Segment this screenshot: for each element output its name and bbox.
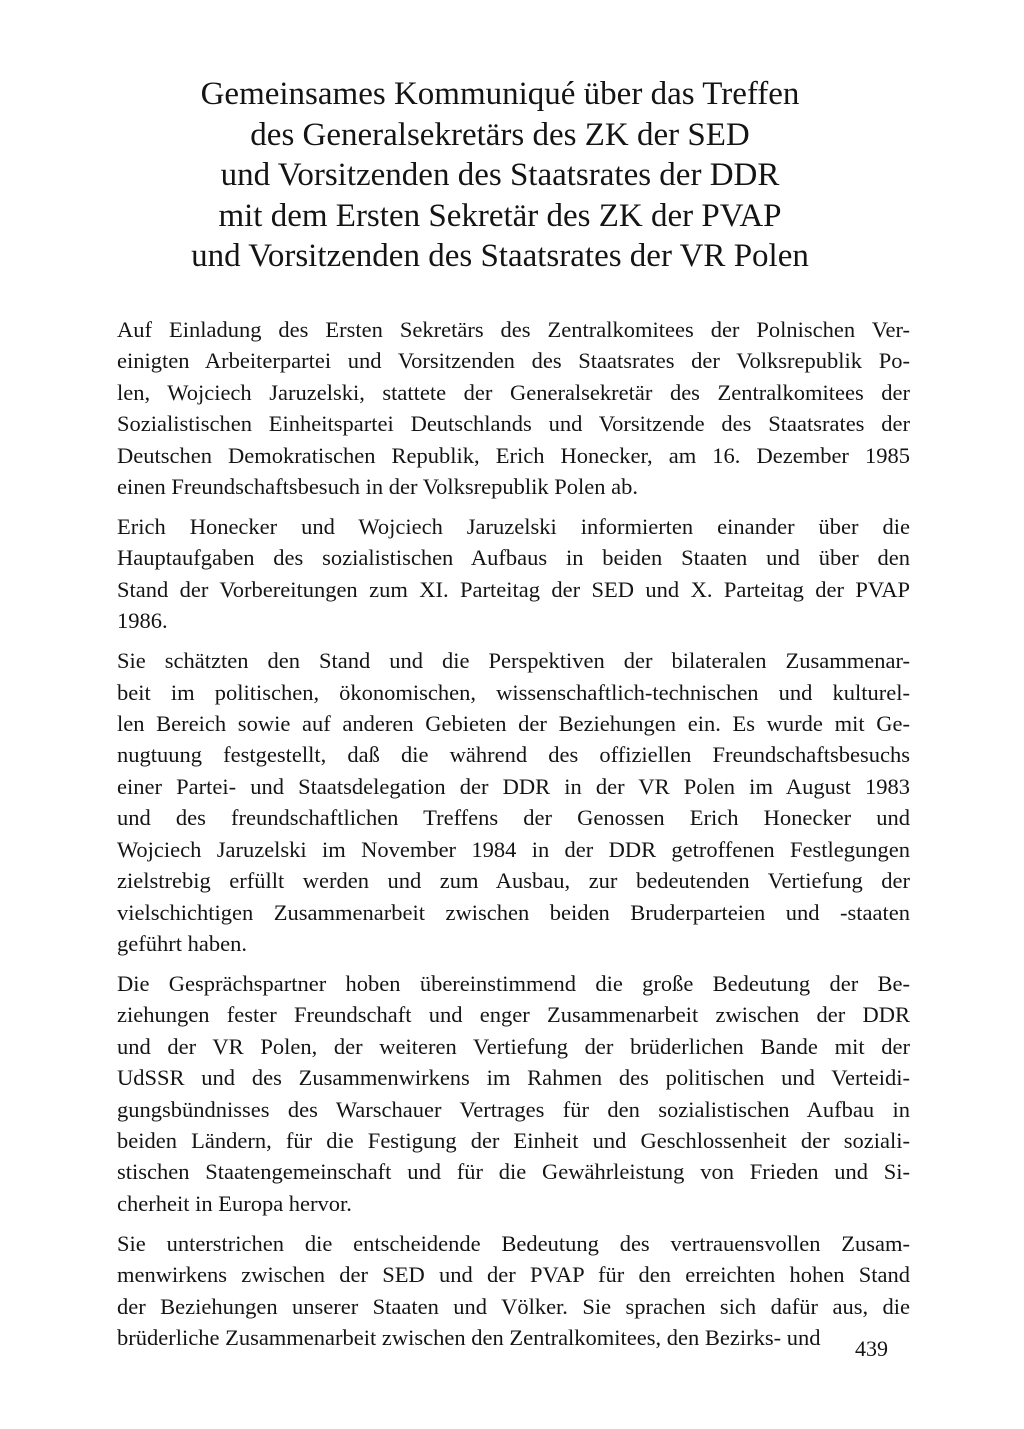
text-line: len, Wojciech Jaruzelski, stattete der Generalsekretär des Zentralkomitees der	[117, 379, 910, 405]
text-line: und der VR Polen, der weiteren Vertiefung der brüderlichen Bande mit der	[117, 1033, 910, 1059]
title-line: des Generalsekretärs des ZK der SED	[250, 116, 750, 153]
page-number: 439	[855, 1336, 888, 1361]
text-line: einen Freundschaftsbesuch in der Volksrepublik Polen ab.	[117, 474, 638, 500]
text-line: einer Partei- und Staatsdelegation der DDR in der VR Polen im August 1983	[117, 773, 910, 799]
text-line: Wojciech Jaruzelski im November 1984 in der DDR getroffenen Festlegungen	[117, 836, 910, 862]
text-line: geführt haben.	[117, 930, 247, 956]
text-line: Deutschen Demokratischen Republik, Erich Honecker, am 16. Dezember 1985	[117, 442, 910, 468]
text-line: nugtuung festgestellt, daß die während des offiziellen Freundschaftsbesuchs	[117, 742, 910, 768]
text-line: cherheit in Europa hervor.	[117, 1190, 352, 1216]
text-line: der Beziehungen unserer Staaten und Völker. Sie sprachen sich dafür aus, die	[117, 1293, 910, 1319]
paragraph	[117, 1228, 910, 1354]
text-line: len Bereich sowie auf anderen Gebieten der Beziehungen ein. Es wurde mit Ge-	[117, 711, 910, 737]
paragraph	[117, 314, 910, 502]
text-line: Sie unterstrichen die entscheidende Bedeutung des vertrauensvollen Zusam-	[117, 1230, 910, 1256]
title-line: mit dem Ersten Sekretär des ZK der PVAP	[218, 197, 782, 234]
title-line: und Vorsitzenden des Staatsrates der DDR	[220, 157, 780, 193]
text-line: gungsbündnisses des Warschauer Vertrages für den sozialistischen Aufbau in	[117, 1096, 910, 1122]
text-line: Hauptaufgaben des sozialistischen Aufbaus in beiden Staaten und über den	[117, 545, 910, 571]
text-line: menwirkens zwischen der SED und der PVAP für den erreichten hohen Stand	[117, 1262, 910, 1288]
text-line: zielstrebig erfüllt werden und zum Ausbau, zur bedeutenden Vertiefung der	[117, 868, 910, 894]
text-line: stischen Staatengemeinschaft und für die Gewährleistung von Frieden und Si-	[117, 1159, 910, 1185]
title-line: und Vorsitzenden des Staatsrates der VR Polen	[191, 238, 809, 274]
text-line: Stand der Vorbereitungen zum XI. Parteitag der SED und X. Parteitag der PVAP	[117, 576, 910, 602]
text-line: brüderliche Zusammenarbeit zwischen den Zentralkomitees, den Bezirks- und	[117, 1324, 821, 1350]
text-line: UdSSR und des Zusammenwirkens im Rahmen des politischen und Verteidi-	[117, 1065, 910, 1091]
text-line: einigten Arbeiterpartei und Vorsitzenden des Staatsrates der Volksrepublik Po-	[117, 348, 910, 374]
title-line: Gemeinsames Kommuniqué über das Treffen	[200, 76, 800, 112]
text-line: beiden Ländern, für die Festigung der Einheit und Geschlossenheit der soziali-	[117, 1127, 910, 1153]
text-line: Auf Einladung des Ersten Sekretärs des Zentralkomitees der Polnischen Ver-	[117, 317, 910, 342]
text-line: Sie schätzten den Stand und die Perspektiven der bilateralen Zusammenar-	[117, 648, 910, 674]
communique-title	[140, 74, 860, 277]
text-line: ziehungen fester Freundschaft und enger Zusammenarbeit zwischen der DDR	[117, 1002, 910, 1028]
paragraph	[117, 511, 910, 637]
text-line: Sozialistischen Einheitspartei Deutschlands und Vorsitzende des Staatsrates der	[117, 411, 910, 437]
text-line: vielschichtigen Zusammenarbeit zwischen beiden Bruderparteien und -staaten	[117, 899, 910, 925]
text-line: 1986.	[117, 608, 168, 634]
body-text	[117, 314, 910, 1362]
paragraph	[117, 968, 910, 1219]
text-line: und des freundschaftlichen Treffens der Genossen Erich Honecker und	[117, 805, 910, 831]
text-line: beit im politischen, ökonomischen, wissenschaftlich-technischen und kulturel-	[117, 679, 910, 705]
text-line: Erich Honecker und Wojciech Jaruzelski informierten einander über die	[117, 514, 910, 540]
paragraph	[117, 645, 910, 959]
text-line: Die Gesprächspartner hoben übereinstimmend die große Bedeutung der Be-	[117, 970, 910, 996]
